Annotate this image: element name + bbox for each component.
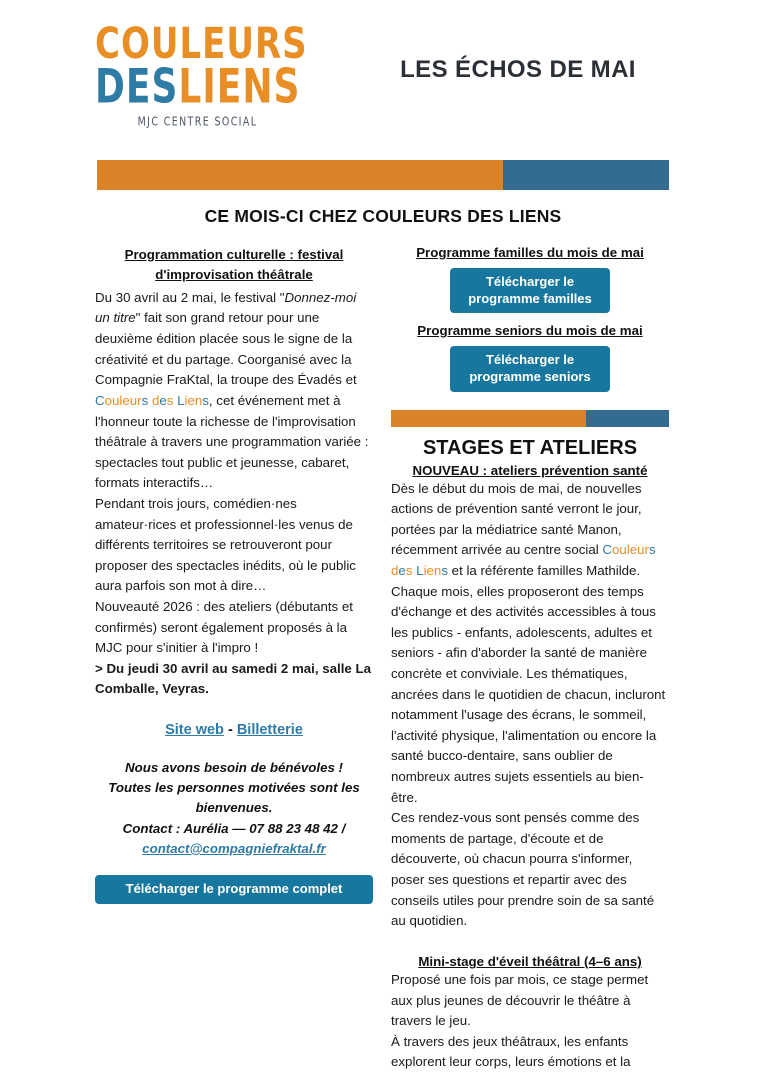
prevention-para1-part-b: et la référente familles Mathilde. Chaque mois, elles proposeront des temps d'échange et des activités accessibles à tous les publics - enfants, adolescents, adultes et seniors - afin d'aborder la santé de manière concrète et conviviale. Les thématiques, ancrées dans le quotidien de chacun, incluront notamment l'usage des écrans, le sommeil, l'activité physique, l'alimentation ou encore la santé bucco-dentaire, sans oublier de nombreux autres sujets essentiels au bien-être. — [391, 562, 666, 805]
brand-name-inline: Couleurs des Liens — [391, 542, 656, 578]
seniors-button-line-2: programme seniors — [469, 368, 591, 384]
seniors-programme-heading: Programme seniors du mois de mai — [417, 323, 643, 339]
festival-links-row — [95, 722, 373, 738]
logo-line-1-text: COULEURS — [95, 18, 308, 69]
mini-stage-paragraph-2: À travers des jeux théâtraux, les enfants explorent leur corps, leurs émotions et la — [391, 1033, 631, 1070]
festival-para1-part-c: , cet événement met à l'honneur toute la richesse de l'improvisation théâtrale à travers une programmation variée : spectacles tout public et jeunesse, cabaret, formats interactifs… — [95, 392, 369, 491]
seniors-button-line-1: Télécharger le — [485, 352, 575, 368]
logo-line-2 — [95, 60, 301, 114]
billetterie-link[interactable]: Billetterie — [236, 722, 303, 739]
brand-name-inline: Couleurs des Liens — [95, 392, 209, 408]
banner-orange-segment — [97, 160, 503, 190]
stages-color-banner — [391, 410, 669, 427]
left-column — [95, 245, 373, 1073]
prevention-paragraph-2: Ces rendez-vous sont pensés comme des moments de partage, d'écoute et de découverte, où chacun pourra s'informer, poser ses questions et repartir avec des conseils utiles pour prendre soin de sa santé au quotidien. — [391, 810, 655, 929]
mini-stage-heading: Mini-stage d'éveil théâtral (4–6 ans) — [418, 953, 642, 969]
logo-des-text: DES — [95, 60, 179, 114]
logo-line-1 — [95, 18, 308, 69]
prevention-paragraph-1 — [391, 479, 669, 809]
families-button-line-1: Télécharger le — [485, 274, 575, 289]
volunteer-line-2: Toutes les personnes motivées sont les bienvenues. — [108, 780, 360, 816]
main-section-title: CE MOIS-CI CHEZ COULEURS DES LIENS — [204, 206, 562, 226]
festival-para1-part-b: " fait son grand retour pour une deuxième édition placée sous le signe de la créativité et du partage. Coorganisé avec la Compagnie FraKtal, la troupe des Évadés et — [95, 310, 357, 388]
logo-liens-text: LIENS — [178, 60, 301, 114]
stages-banner-blue-segment — [586, 410, 669, 427]
right-column — [391, 245, 669, 1073]
banner-blue-segment — [503, 160, 669, 190]
festival-paragraph-1 — [95, 288, 373, 494]
families-button-line-2: programme familles — [468, 290, 592, 306]
festival-heading: Programmation culturelle : festival d'improvisation théâtrale — [124, 247, 344, 282]
contact-email-link[interactable]: contact@compagniefraktal.fr — [142, 840, 326, 856]
nouveau-prevention-heading: NOUVEAU : ateliers prévention santé — [412, 462, 648, 478]
download-seniors-programme-button[interactable] — [450, 346, 610, 391]
page-title: LES ÉCHOS DE MAI — [400, 56, 636, 83]
logo-tagline: MJC CENTRE SOCIAL — [137, 114, 258, 129]
content-columns — [0, 245, 766, 1073]
download-full-programme-button[interactable]: Télécharger le programme complet — [95, 875, 373, 904]
families-programme-heading: Programme familles du mois de mai — [416, 245, 644, 260]
volunteer-line-1: Nous avons besoin de bénévoles ! — [125, 760, 343, 776]
mini-stage-paragraph-1: Proposé une fois par mois, ce stage permet aux plus jeunes de découvrir le théâtre à travers le jeu. — [391, 971, 649, 1029]
festival-dates-highlight: > Du jeudi 30 avril au samedi 2 mai, salle La Comballe, Veyras. — [95, 660, 372, 697]
page-header — [0, 0, 766, 140]
festival-paragraph-2: Pendant trois jours, comédien·nes amateur·rices et professionnel·les venus de différents territoires se retrouveront pour proposer des spectacles inédits, où le public aura parfois son mot à dire… — [95, 495, 356, 594]
link-separator: - — [227, 722, 233, 739]
site-web-link[interactable]: Site web — [165, 722, 224, 739]
festival-show-title: Donnez-moi un titre — [95, 289, 357, 326]
prevention-para1-part-a: Dès le début du mois de mai, de nouvelles actions de prévention santé verront le jour, portées par la médiatrice santé Manon, récemment arrivée au centre social — [391, 480, 642, 558]
spacer-between-programmes — [391, 313, 669, 323]
main-color-banner — [97, 160, 669, 190]
festival-para1-part-a: Du 30 avril au 2 mai, le festival " — [95, 289, 285, 305]
logo-couleurs-des-liens — [95, 18, 308, 129]
download-families-programme-button[interactable] — [450, 268, 610, 313]
volunteer-contact: Contact : Aurélia — 07 88 23 48 42 / — [122, 820, 346, 836]
stages-section-title: STAGES ET ATELIERS — [422, 436, 638, 459]
volunteer-callout — [95, 758, 373, 859]
spacer-before-mini-stage — [391, 932, 669, 954]
festival-paragraph-3: Nouveauté 2026 : des ateliers (débutants et confirmés) seront également proposés à la MJC pour s'initier à l'impro ! — [95, 599, 353, 656]
stages-banner-orange-segment — [391, 410, 586, 427]
